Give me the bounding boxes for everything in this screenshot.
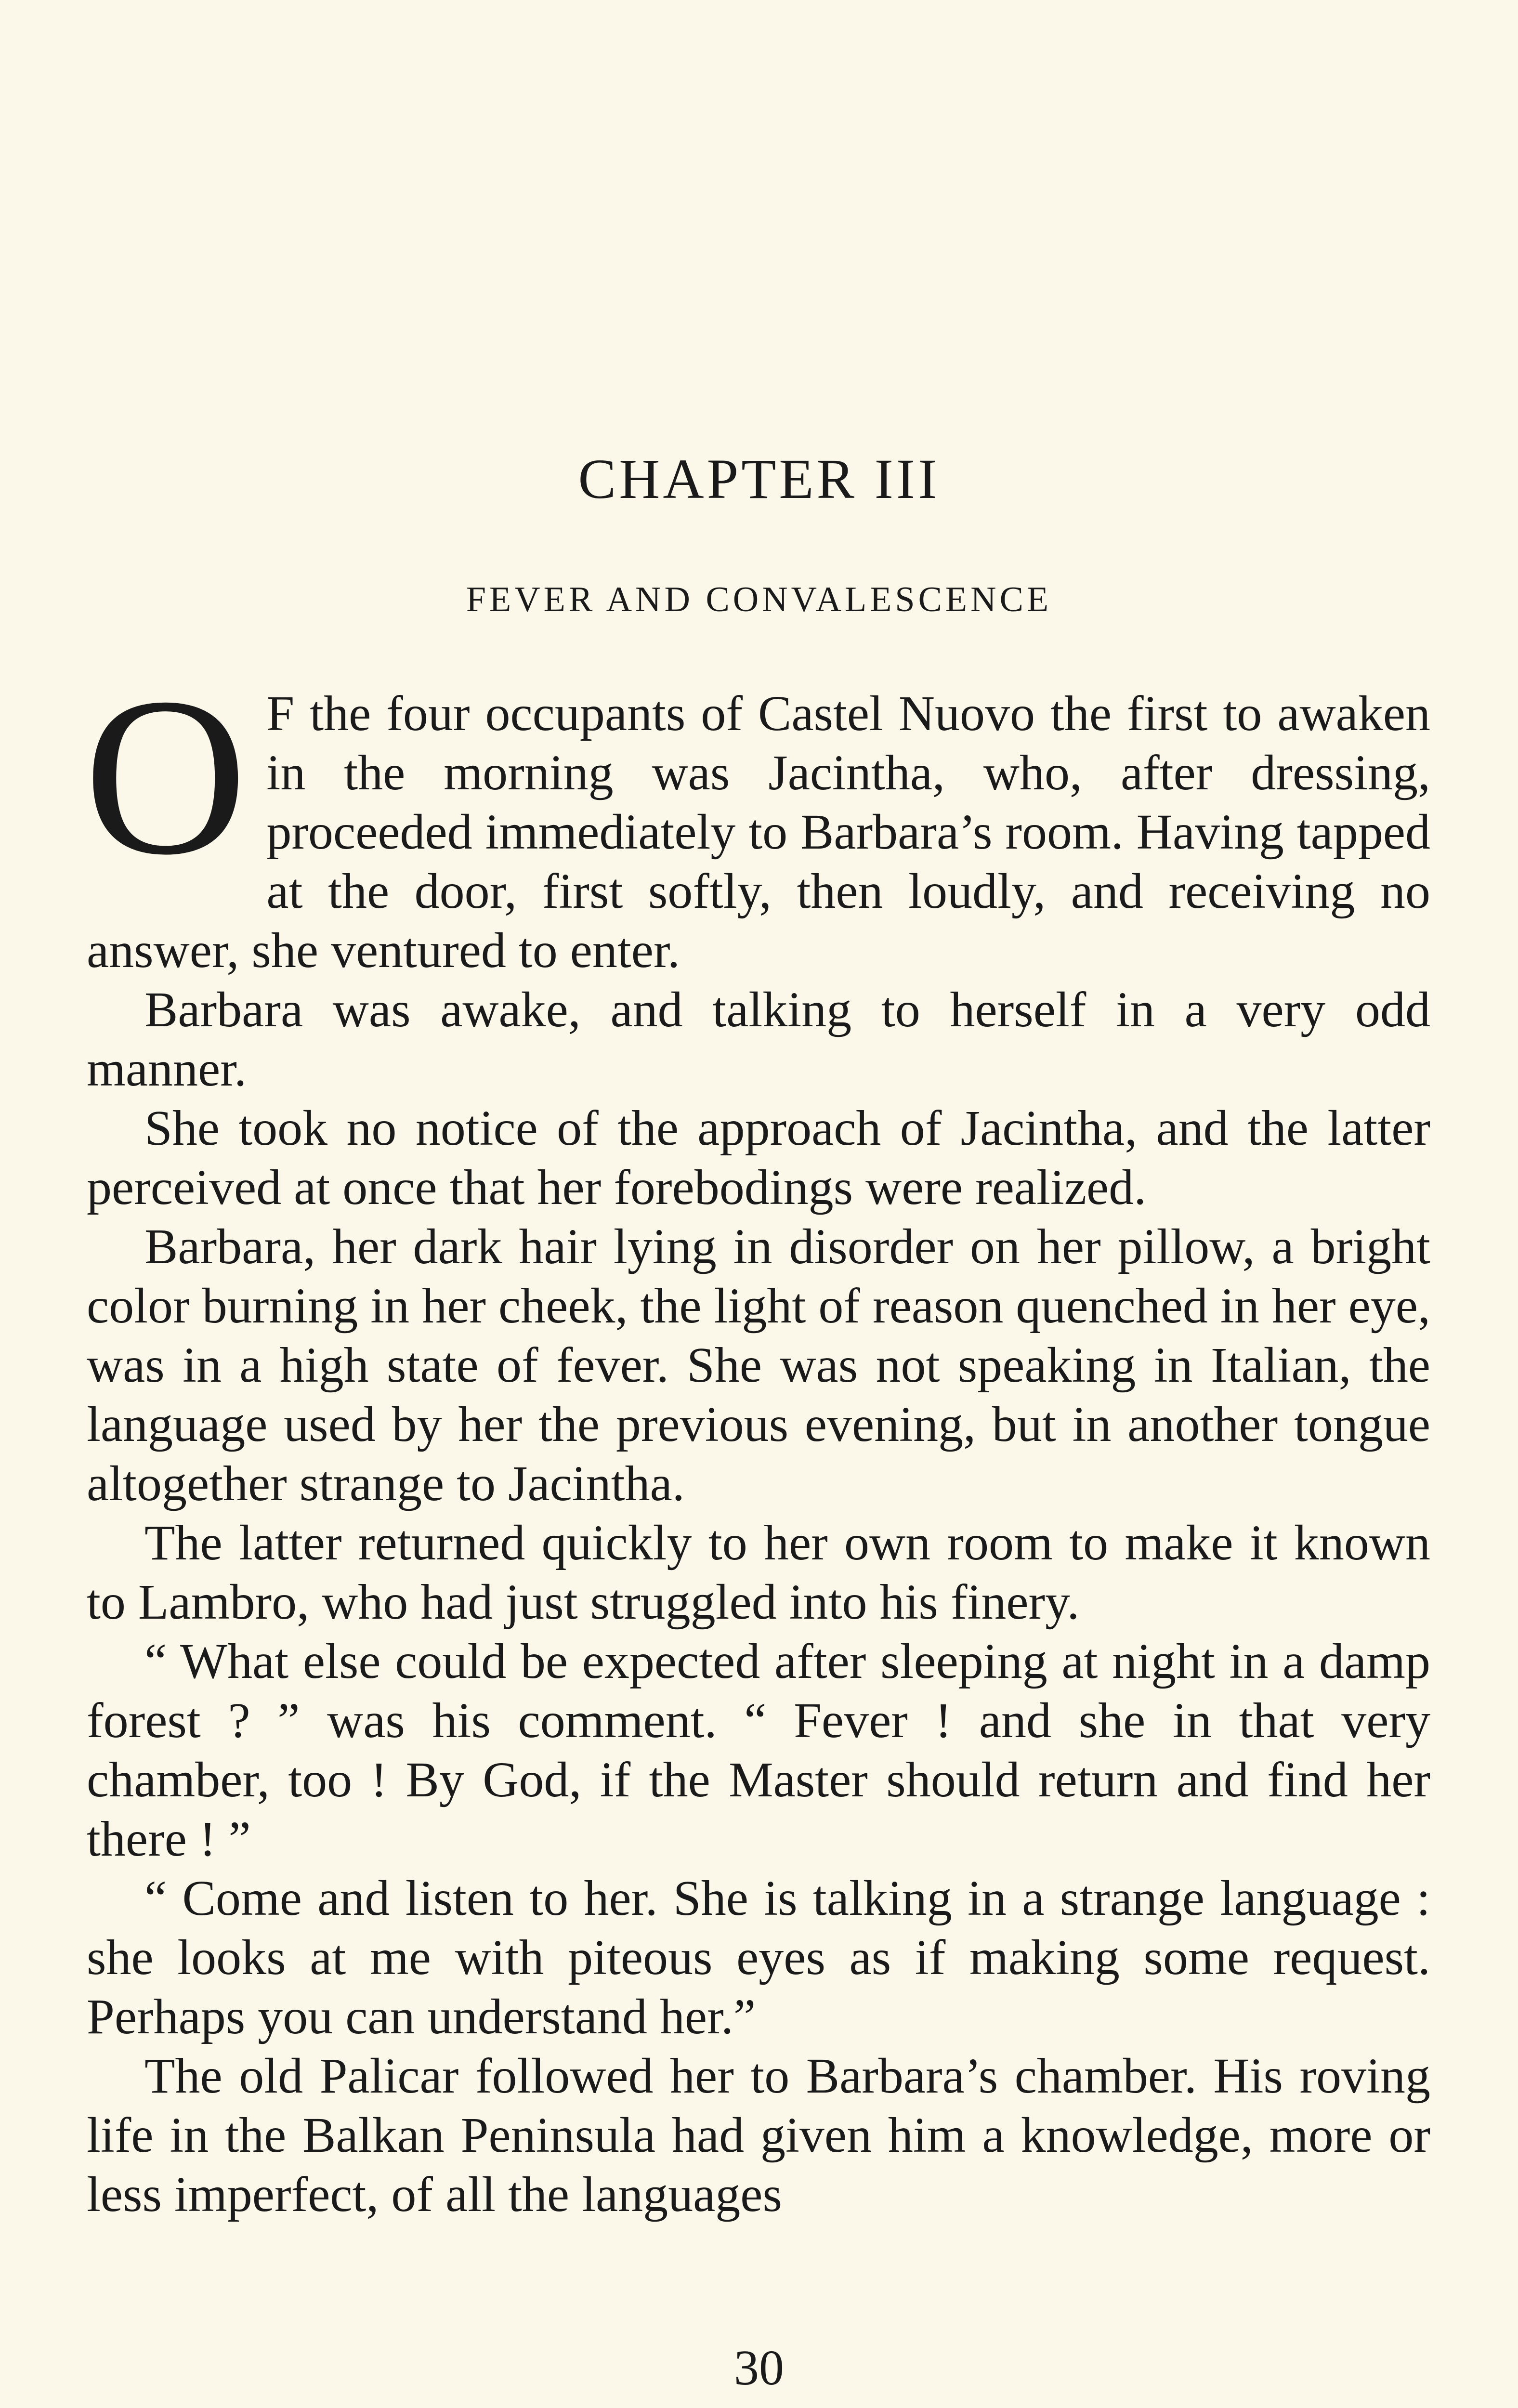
paragraph-5: The latter returned quickly to her own room to make it known to Lambro, who had just struggled into his finery. (87, 1515, 1430, 1630)
chapter-body (84, 651, 1430, 2224)
page-number: 30 (734, 2340, 784, 2395)
paragraph-1 (84, 651, 1430, 980)
drop-cap: O (84, 651, 248, 902)
chapter-subtitle: FEVER AND CONVALESCENCE (466, 580, 1052, 619)
paragraph-6: “ What else could be expected after sleeping at night in a damp forest ? ” was his comment. “ Fever ! and she in that very chamber, too ! By God, if the Master should return and find her there ! ” (87, 1634, 1430, 1867)
paragraph-2: Barbara was awake, and talking to herself in a very odd manner. (87, 982, 1430, 1097)
paragraph-4: Barbara, her dark hair lying in disorder on her pillow, a bright color burning in her cheek, the light of reason quenched in her eye, was in a high state of fever. She was not speaking in Italian, the language used by her the previous evening, but in another tongue altogether strange to Jacintha. (87, 1219, 1430, 1511)
paragraph-8: The old Palicar followed her to Barbara’s chamber. His roving life in the Balkan Peninsula had given him a knowledge, more or less imperfect, of all the languages (87, 2048, 1430, 2222)
paragraph-7: “ Come and listen to her. She is talking in a strange language : she looks at me with piteous eyes as if making some request. Perhaps you can understand her.” (87, 1871, 1430, 2044)
paragraph-3: She took no notice of the approach of Jacintha, and the latter perceived at once that her forebodings were realized. (87, 1100, 1430, 1215)
paragraph-1-text: F the four occupants of Castel Nuovo the first to awaken in the morning was Jacintha, who, after dressing, proceeded immediately to Barbara’s room. Having tapped at the door, first softly, then loudly, and receiving no answer, she ventured to enter. (87, 686, 1430, 978)
chapter-title: CHAPTER III (578, 447, 940, 510)
